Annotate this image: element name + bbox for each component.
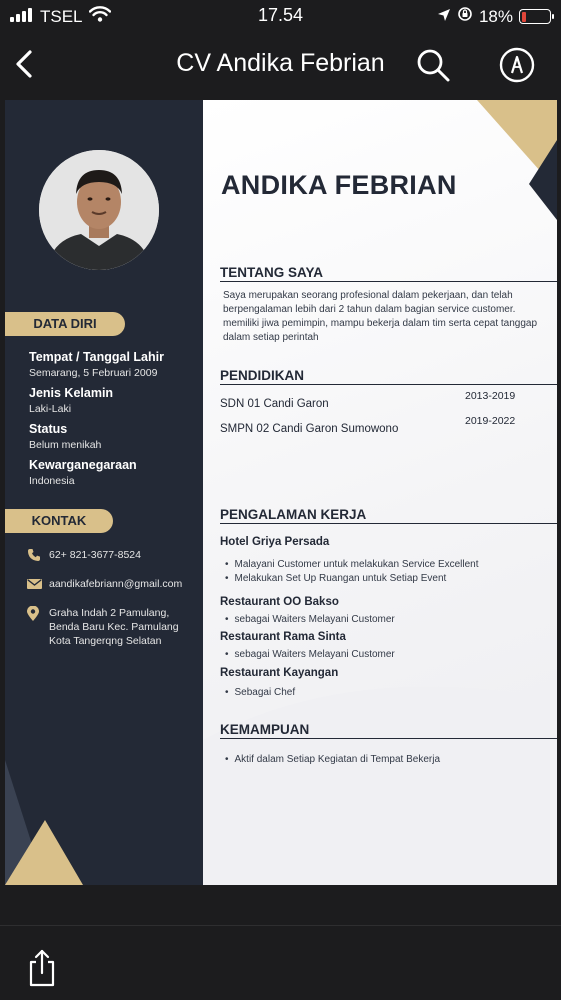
carrier-name: TSEL: [40, 6, 83, 26]
contact-address: [27, 606, 199, 648]
job-duty-text: • sebagai Waiters Melayani Customer: [234, 649, 395, 660]
education-year: 2019-2022: [465, 415, 516, 427]
section-tentang: TENTANG SAYA: [220, 265, 557, 282]
info-citizenship: [29, 458, 199, 487]
bottom-toolbar: [0, 925, 561, 1000]
cv-name: ANDIKA FEBRIAN: [221, 170, 457, 200]
skill-text: • Aktif dalam Setiap Kegiatan di Tempat Bekerja: [234, 754, 441, 765]
education-school: SMPN 02 Candi Garon Sumowono: [220, 423, 399, 435]
section-pendidikan: PENDIDIKAN: [220, 368, 557, 385]
job-duty: [225, 559, 479, 570]
info-label: Tempat / Tanggal Lahir: [29, 350, 164, 364]
job-duty-text: • Melakukan Set Up Ruangan untuk Setiap Event: [234, 573, 447, 584]
nav-bar: [0, 36, 561, 92]
markup-pen-icon[interactable]: [498, 46, 536, 84]
status-bar: [0, 0, 561, 32]
cv-document[interactable]: [5, 100, 557, 885]
job-place: Restaurant Rama Sinta: [220, 631, 346, 643]
job-duty: [225, 614, 395, 625]
kontak-heading: KONTAK: [5, 509, 113, 533]
contact-email: [27, 577, 199, 591]
info-value: Belum menikah: [29, 439, 102, 451]
data-diri-heading: DATA DIRI: [5, 312, 125, 336]
address-text: Graha Indah 2 Pamulang, Benda Baru Kec. Pamulang Kota Tangerqng Selatan: [49, 607, 179, 647]
job-duty-text: • Malayani Customer untuk melakukan Service Excellent: [234, 559, 479, 570]
document-title: CV Andika Febrian: [176, 49, 385, 77]
share-icon[interactable]: [26, 948, 58, 988]
info-label: Jenis Kelamin: [29, 386, 114, 400]
main-decoration: [203, 100, 557, 885]
job-duty: [225, 573, 446, 584]
location-pin-icon: [27, 606, 43, 620]
job-duty: [225, 649, 395, 660]
mail-icon: [27, 577, 43, 591]
section-kemampuan: KEMAMPUAN: [220, 722, 557, 739]
info-value: Laki-Laki: [29, 403, 72, 415]
cv-main: [203, 100, 557, 885]
info-value: Indonesia: [29, 475, 75, 487]
skill-item: [225, 754, 440, 765]
info-gender: [29, 386, 199, 415]
contact-phone: [27, 548, 199, 562]
phone-icon: [27, 548, 43, 562]
info-birth: [29, 350, 199, 379]
section-pengalaman: PENGALAMAN KERJA: [220, 507, 557, 524]
location-icon: [437, 7, 451, 27]
job-place: Restaurant OO Bakso: [220, 596, 339, 608]
job-duty-text: • sebagai Waiters Melayani Customer: [234, 614, 395, 625]
orientation-lock-icon: [457, 6, 473, 27]
cv-sidebar: [5, 100, 203, 885]
job-place: Restaurant Kayangan: [220, 667, 339, 679]
job-duty: [225, 687, 295, 698]
info-value: Semarang, 5 Februari 2009: [29, 367, 158, 379]
profile-photo: [39, 150, 159, 270]
status-right: [437, 6, 551, 27]
email-address: aandikafebriann@gmail.com: [49, 578, 183, 590]
info-label: Status: [29, 422, 68, 436]
battery-fill: [522, 12, 527, 22]
phone-number: 62+ 821-3677-8524: [49, 549, 141, 561]
about-text: Saya merupakan seorang profesional dalam pekerjaan, dan telah berpengalaman lebih dari 2 tahun dalam bagian service customer. memiliki jiwa pemimpin, mampu bekerja dalam tim serta cepat tanggap dalam setiap perintah: [223, 290, 538, 343]
info-label: Kewarganegaraan: [29, 458, 137, 472]
battery-percent: 18%: [478, 6, 513, 26]
job-duty-text: • Sebagai Chef: [234, 687, 296, 698]
search-icon[interactable]: [414, 46, 452, 84]
clock: 17.54: [257, 5, 304, 25]
battery-icon: [519, 9, 551, 24]
education-year: 2013-2019: [465, 390, 516, 402]
education-school: SDN 01 Candi Garon: [220, 398, 329, 410]
info-status: [29, 422, 199, 451]
job-place: Hotel Griya Persada: [220, 536, 330, 548]
